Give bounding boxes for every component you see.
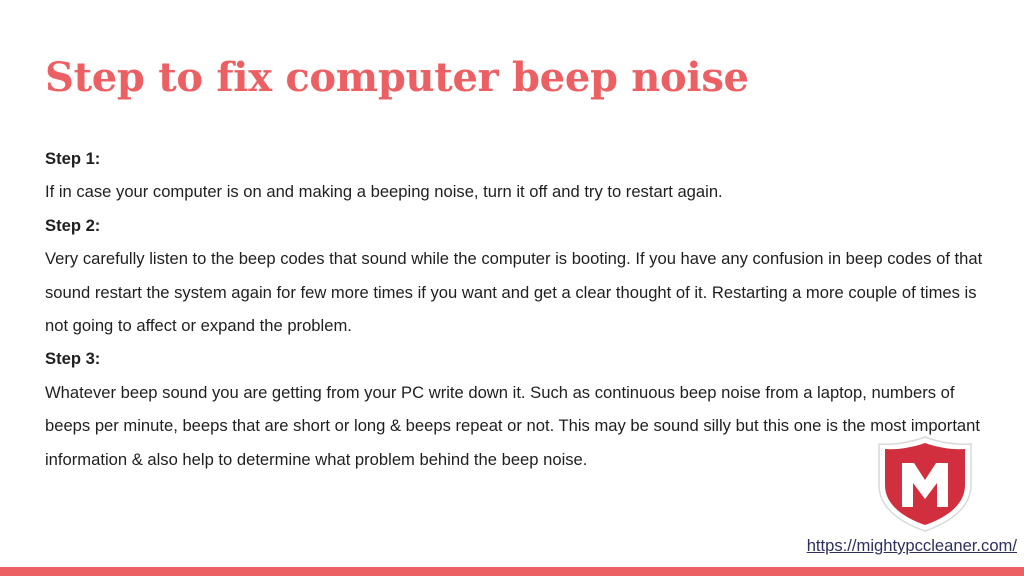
step-2-text: Very carefully listen to the beep codes that sound while the computer is booting. If you have any confusion in beep codes of that sound restart the system again for few more times if you want and get a clear thought of it. Restarting a more couple of times is not going to affect or expand the problem. [45, 249, 983, 336]
website-link[interactable]: https://mightypccleaner.com/ [806, 536, 1017, 555]
step-1-text: If in case your computer is on and making a beeping noise, turn it off and try to restart again. [45, 182, 723, 202]
shield-m-logo-icon [875, 433, 975, 533]
bottom-accent-bar [0, 567, 1024, 576]
page-title: Step to fix computer beep noise [45, 54, 749, 101]
step-3-text: Whatever beep sound you are getting from your PC write down it. Such as continuous beep noise from a laptop, numbers of beeps per minute, beeps that are short or long & beeps repeat or not. This may be sound silly but this one is the most important information & also help to determine what problem behind the beep noise. [45, 382, 980, 469]
step-1-heading: Step 1: [45, 149, 101, 168]
step-3-heading: Step 3: [45, 349, 101, 369]
step-2-heading: Step 2: [45, 215, 101, 235]
steps-content [45, 142, 985, 476]
